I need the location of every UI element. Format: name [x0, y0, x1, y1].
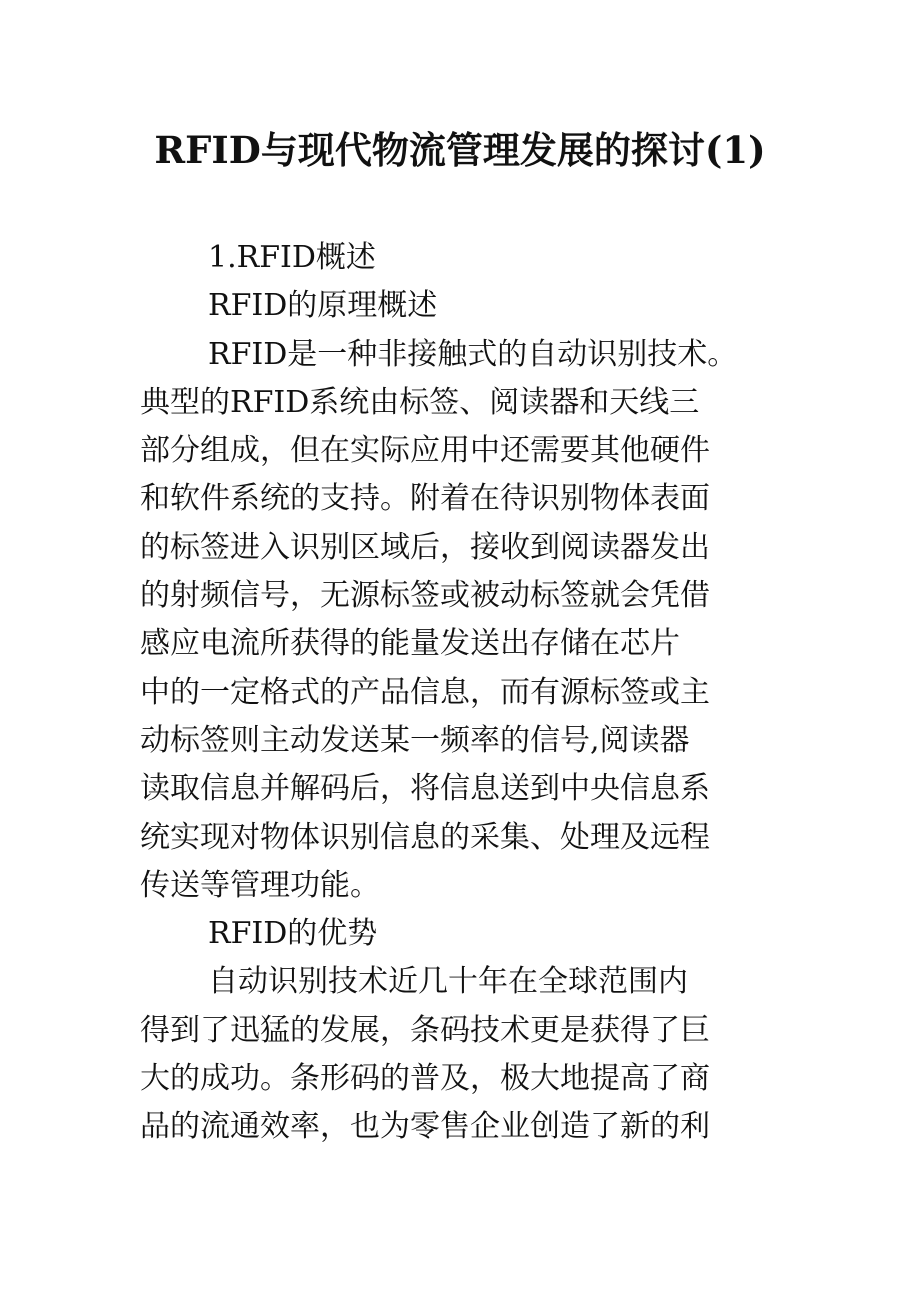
paragraph-line: 大的成功。条形码的普及，极大地提高了商: [140, 1061, 710, 1097]
document-title: RFID与现代物流管理发展的探讨(1): [154, 128, 766, 172]
subsection-heading: RFID的优势: [208, 916, 378, 952]
paragraph-line: 传送等管理功能。: [140, 867, 380, 903]
paragraph-line: 动标签则主动发送某一频率的信号,阅读器: [140, 722, 690, 758]
paragraph-line: 的标签进入识别区域后，接收到阅读器发出: [140, 529, 710, 565]
paragraph-line: RFID是一种非接触式的自动识别技术。: [208, 336, 738, 372]
paragraph-line: 统实现对物体识别信息的采集、处理及远程: [140, 819, 710, 855]
document-body: [140, 234, 800, 1152]
paragraph-line: 自动识别技术近几十年在全球范围内: [208, 964, 688, 1000]
paragraph-line: 读取信息并解码后，将信息送到中央信息系: [140, 771, 710, 807]
paragraph-line: 典型的RFID系统由标签、阅读器和天线三: [140, 384, 700, 420]
paragraph-line: 的射频信号，无源标签或被动标签就会凭借: [140, 578, 710, 614]
paragraph-line: 中的一定格式的产品信息，而有源标签或主: [140, 674, 710, 710]
paragraph-line: 和软件系统的支持。附着在待识别物体表面: [140, 481, 710, 517]
section-heading: 1.RFID概述: [208, 240, 376, 275]
paragraph-line: 感应电流所获得的能量发送出存储在芯片: [140, 626, 680, 662]
paragraph-line: 品的流通效率，也为零售企业创造了新的利: [140, 1109, 710, 1145]
paragraph-line: 得到了迅猛的发展，条码技术更是获得了巨: [140, 1012, 710, 1048]
subsection-heading: RFID的原理概述: [208, 288, 438, 324]
paragraph-line: 部分组成，但在实际应用中还需要其他硬件: [140, 433, 710, 469]
